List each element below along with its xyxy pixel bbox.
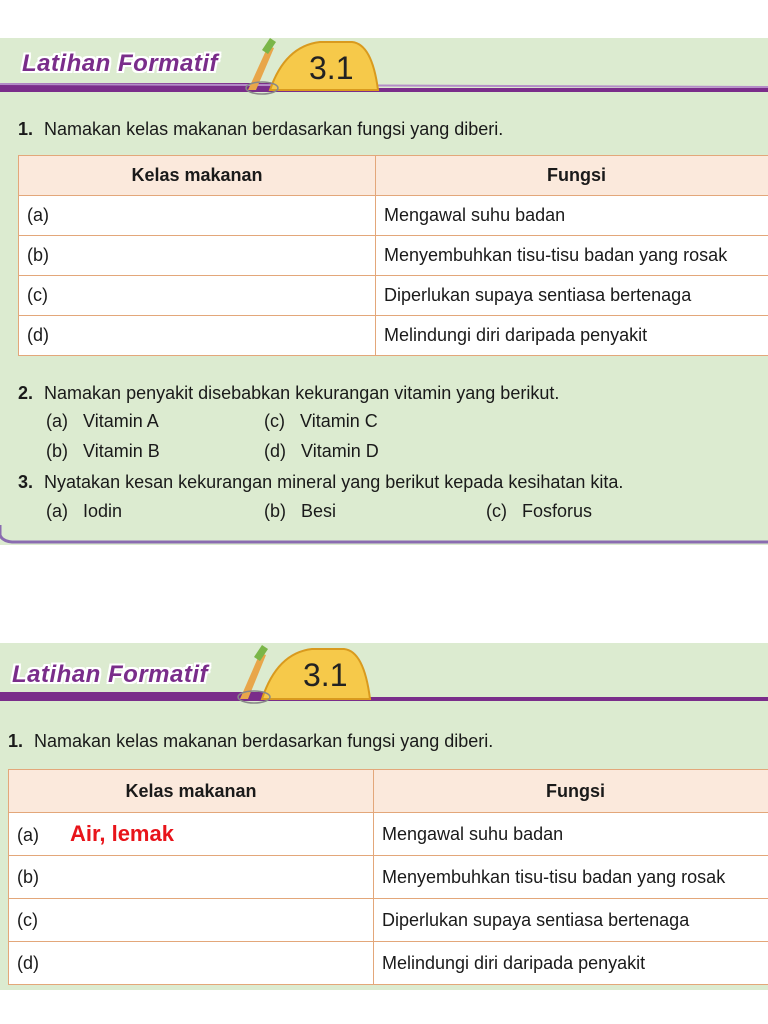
question-text: Namakan kelas makanan berdasarkan fungsi yang diberi. [34, 731, 494, 751]
panel-title: Latihan Formatif [22, 50, 219, 77]
row-label: (c) [9, 899, 374, 942]
column-header-fungsi: Fungsi [374, 770, 768, 813]
row-fungsi: Diperlukan supaya sentiasa bertenaga [376, 276, 768, 316]
row-label-text: (a) [17, 825, 39, 845]
option-2d [264, 441, 379, 462]
row-label: (a) [19, 196, 376, 236]
row-fungsi: Melindungi diri daripada penyakit [376, 316, 768, 356]
row-label: (b) [9, 856, 374, 899]
option-text: Fosforus [522, 501, 593, 521]
question-number: 1. [18, 119, 34, 139]
option-text: Vitamin A [83, 411, 159, 431]
table-row [19, 236, 768, 276]
row-fungsi: Mengawal suhu badan [374, 813, 768, 856]
option-label: (d) [264, 441, 286, 461]
panel-header [0, 38, 768, 104]
row-fungsi: Melindungi diri daripada penyakit [374, 942, 768, 985]
option-label: (a) [46, 411, 68, 431]
question-1 [8, 730, 493, 752]
option-text: Besi [301, 501, 337, 521]
option-3c [486, 501, 592, 522]
panel-header [0, 643, 768, 709]
table-row [9, 813, 768, 856]
option-text: Vitamin D [301, 441, 379, 461]
row-label: (d) [9, 942, 374, 985]
panel-title: Latihan Formatif [12, 661, 209, 688]
option-3a [46, 501, 122, 522]
row-fungsi: Mengawal suhu badan [376, 196, 768, 236]
option-label: (b) [264, 501, 286, 521]
option-label: (c) [486, 501, 507, 521]
column-header-kelas: Kelas makanan [9, 770, 374, 813]
table-row [19, 276, 768, 316]
option-2c [264, 411, 378, 432]
food-class-table [8, 769, 768, 985]
option-text: Vitamin C [300, 411, 378, 431]
question-text: Nyatakan kesan kekurangan mineral yang berikut kepada kesihatan kita. [44, 472, 624, 492]
row-fungsi: Menyembuhkan tisu-tisu badan yang rosak [374, 856, 768, 899]
table-header-row [19, 156, 768, 196]
option-label: (c) [264, 411, 285, 431]
question-2 [18, 382, 559, 404]
exercise-number: 3.1 [303, 657, 348, 693]
question-text: Namakan kelas makanan berdasarkan fungsi yang diberi. [44, 119, 504, 139]
question-3 [18, 471, 623, 493]
table-row [19, 196, 768, 236]
question-1 [18, 118, 503, 140]
option-text: Vitamin B [83, 441, 160, 461]
table-row [9, 899, 768, 942]
question-number: 2. [18, 383, 34, 403]
question-text: Namakan penyakit disebabkan kekurangan vitamin yang berikut. [44, 383, 560, 403]
exercise-number: 3.1 [309, 50, 354, 86]
table-row [19, 316, 768, 356]
food-class-table [18, 155, 768, 356]
panel-bottom-border [0, 525, 768, 545]
table-row [9, 856, 768, 899]
row-label: (d) [19, 316, 376, 356]
question-number: 3. [18, 472, 34, 492]
row-label [9, 813, 374, 856]
option-2a [46, 411, 159, 432]
row-label: (c) [19, 276, 376, 316]
table-row [9, 942, 768, 985]
option-3b [264, 501, 336, 522]
option-label: (b) [46, 441, 68, 461]
exercise-panel-2 [0, 643, 768, 990]
option-text: Iodin [83, 501, 123, 521]
table-header-row [9, 770, 768, 813]
column-header-fungsi: Fungsi [376, 156, 768, 196]
row-fungsi: Menyembuhkan tisu-tisu badan yang rosak [376, 236, 768, 276]
row-label: (b) [19, 236, 376, 276]
row-fungsi: Diperlukan supaya sentiasa bertenaga [374, 899, 768, 942]
handwritten-answer: Air, lemak [70, 821, 174, 846]
option-2b [46, 441, 160, 462]
column-header-kelas: Kelas makanan [19, 156, 376, 196]
option-label: (a) [46, 501, 68, 521]
exercise-panel-1 [0, 38, 768, 545]
question-number: 1. [8, 731, 24, 751]
